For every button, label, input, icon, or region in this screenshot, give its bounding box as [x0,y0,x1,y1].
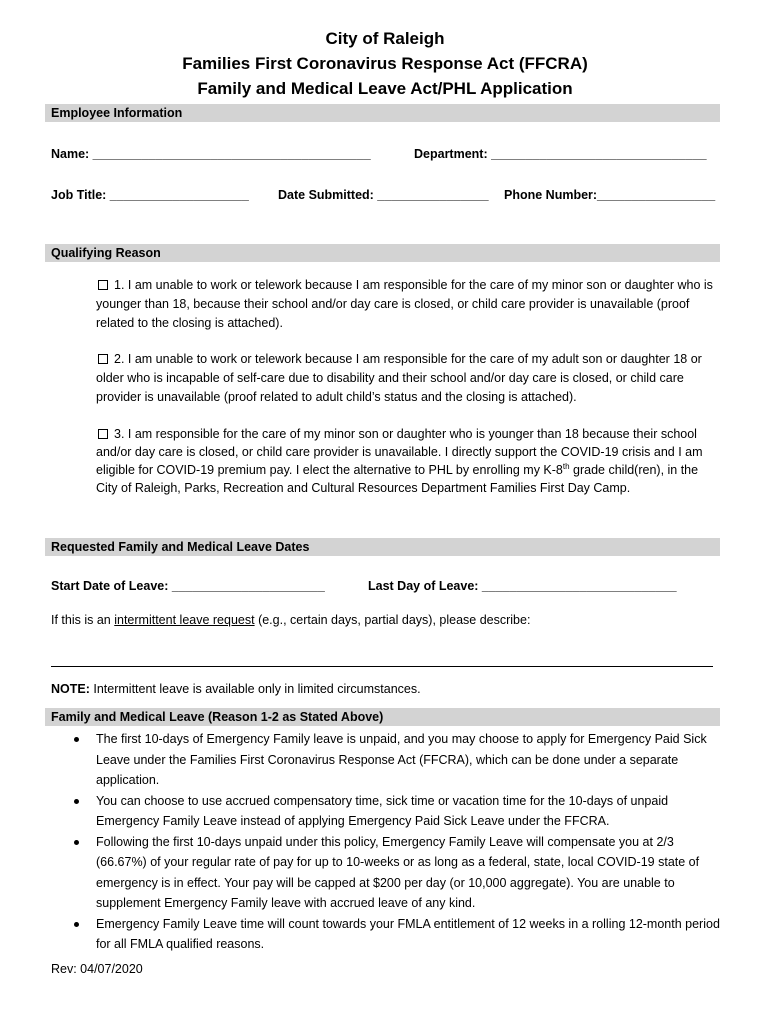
list-item [70,832,720,914]
section-leave-dates: Requested Family and Medical Leave Dates [45,538,720,556]
section-qualifying-reason: Qualifying Reason [45,244,720,262]
reason-3-superscript: th [562,461,570,471]
note-text: Intermittent leave is available only in limited circumstances. [89,682,421,696]
reason-2 [96,350,722,407]
reason-3-text: 3. I am responsible for the care of my minor son or daughter who is younger than 18 because their school and/or day care is closed, or child care provider is unavailable. I directly support the COVID-19 crisis and I am eligible for COVID-19 premium pay. I elect the alternative to PHL by enrolling my K-8 [96,427,703,477]
intermittent-suffix: (e.g., certain days, partial days), please describe: [254,613,531,627]
reason-3-checkbox[interactable] [98,429,108,439]
bullet-text: Emergency Family Leave time will count towards your FMLA entitlement of 12 weeks in a rolling 12-month period for all FMLA qualified reasons. [96,916,720,951]
department-field[interactable]: Department: _______________________________ [414,147,707,161]
reason-1-checkbox[interactable] [98,280,108,290]
title-city: City of Raleigh [325,29,445,48]
note-label: NOTE: [51,682,90,696]
bullet-text: You can choose to use accrued compensatory time, sick time or vacation time for the 10-days of unpaid Emergency Family Leave instead of applying Emergency Paid Sick Leave under the FFCRA. [96,793,669,828]
job-title-field[interactable]: Job Title: ____________________ [51,188,249,202]
reason-2-text: 2. I am unable to work or telework because I am responsible for the care of my adult son or daughter 18 or older who is incapable of self-care due to disability and their school and/or day care is closed, or child care provider is unavailable (proof related to adult child’s status and the closing is attached). [96,352,702,404]
bullet-icon [74,737,79,742]
reason-3-text-end: grade child(ren), in the City of Raleigh, Parks, Recreation and Cultural Resources Department Families First Day Camp. [96,463,699,495]
form-title [0,26,770,101]
list-item [70,914,720,955]
reason-3 [96,425,722,497]
list-item [70,729,720,791]
name-field[interactable]: Name: ________________________________________ [51,147,371,161]
intermittent-prefix: If this is an [51,613,115,627]
section-family-medical-leave: Family and Medical Leave (Reason 1-2 as Stated Above) [45,708,720,726]
list-item [70,791,720,832]
reason-1 [96,276,722,333]
bullet-icon [74,799,79,804]
intermittent-leave-term: intermittent leave request [114,613,255,627]
fml-bullet-list [70,729,720,955]
phone-number-field[interactable]: Phone Number:_________________ [504,188,716,202]
title-application: Family and Medical Leave Act/PHL Application [197,79,573,98]
start-date-field[interactable]: Start Date of Leave: ______________________ [51,579,325,593]
reason-2-checkbox[interactable] [98,354,108,364]
title-act: Families First Coronavirus Response Act (FFCRA) [182,54,588,73]
intermittent-prompt [51,612,530,628]
bullet-text: The first 10-days of Emergency Family leave is unpaid, and you may choose to apply for Emergency Paid Sick Leave under the Families First Coronavirus Response Act (FFCRA), which can be done under a separate application. [96,732,707,787]
section-employee-information: Employee Information [45,104,720,122]
revision-date: Rev: 04/07/2020 [51,962,143,976]
note [51,681,421,697]
reason-1-text: 1. I am unable to work or telework because I am responsible for the care of my minor son or daughter who is younger than 18, because their school and/or day care is closed, or child care provider is unavailable (proof related to the closing is attached). [96,278,713,330]
date-submitted-field[interactable]: Date Submitted: ________________ [278,188,489,202]
bullet-text: Following the first 10-days unpaid under this policy, Emergency Family Leave will compensate you at 2/3 (66.67%) of your regular rate of pay for up to 10-weeks or as long as a federal, state, local COVID-19 state of emergency is in effect. Your pay will be capped at $200 per day (or 10,000 aggregate). You are unable to supplement Emergency Family leave with accrued leave of any kind. [96,834,700,910]
last-day-field[interactable]: Last Day of Leave: ____________________________ [368,579,677,593]
bullet-icon [74,922,79,927]
bullet-icon [74,840,79,845]
intermittent-description-line[interactable] [51,666,713,667]
